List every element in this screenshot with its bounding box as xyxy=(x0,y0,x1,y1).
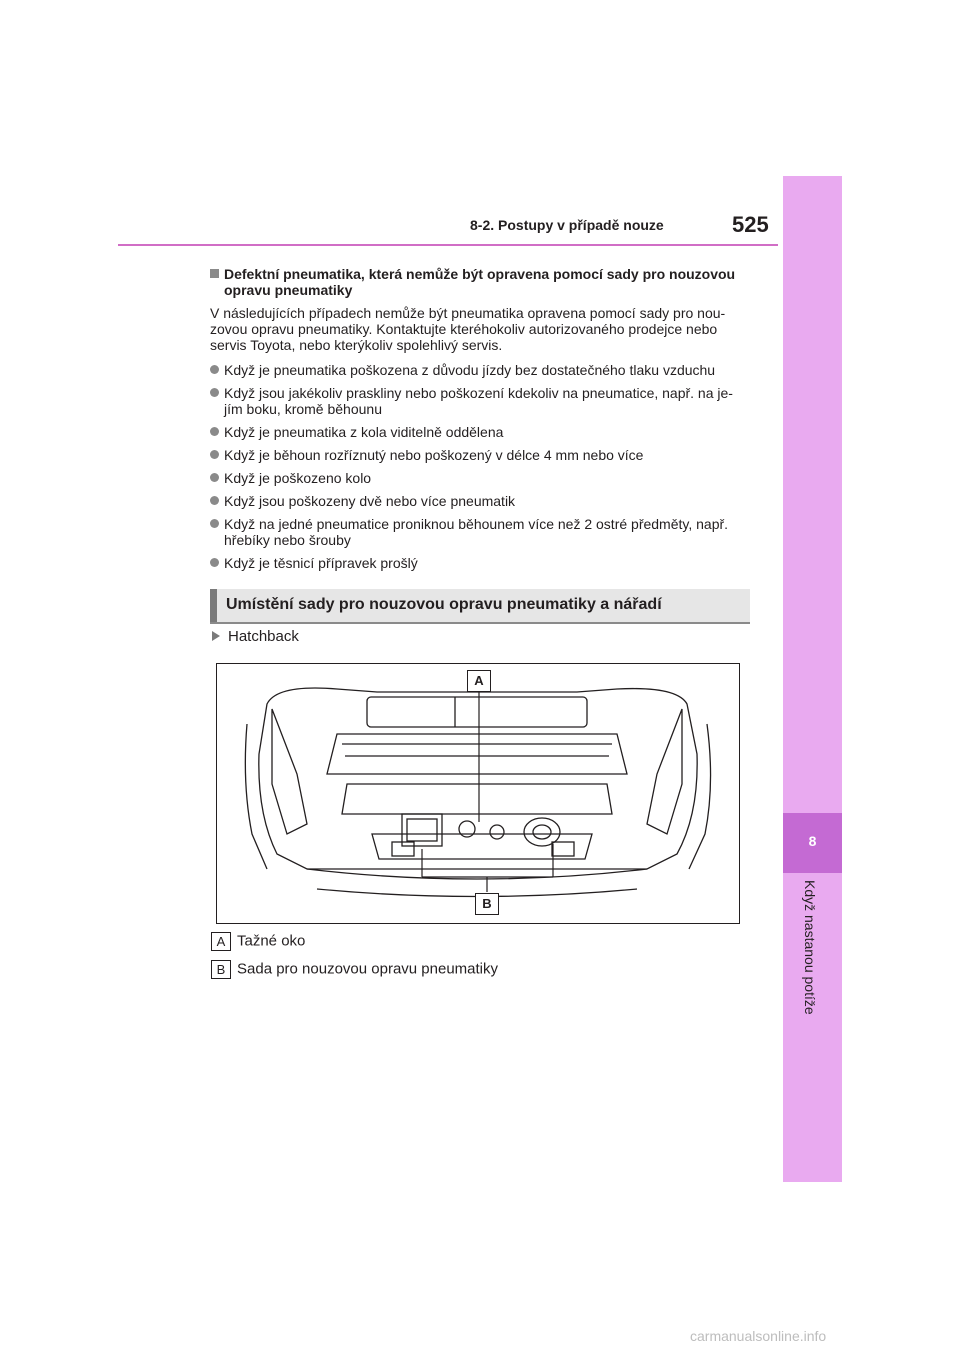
section-heading-bar xyxy=(210,589,217,622)
chapter-number: 8 xyxy=(808,833,817,849)
legend-item-a xyxy=(211,932,305,951)
bullet-icon xyxy=(210,427,219,436)
callout-a: A xyxy=(467,670,491,692)
list-item: Když je pneumatika poškozena z důvodu jízdy bez dostatečného tlaku vzduchu xyxy=(210,362,750,378)
list-item: Když je poškozeno kolo xyxy=(210,470,750,486)
main-content xyxy=(210,266,750,578)
bullet-icon xyxy=(210,558,219,567)
bullet-icon xyxy=(210,496,219,505)
page-number: 525 xyxy=(732,212,769,237)
bullet-icon xyxy=(210,473,219,482)
bullet-icon xyxy=(210,519,219,528)
bullet-icon xyxy=(210,365,219,374)
list-item: Když na jedné pneumatice proniknou běhounem více než 2 ostré předměty, např. hřebíky nebo šrouby xyxy=(210,516,750,548)
header-divider xyxy=(118,244,778,246)
intro-paragraph: V následujících případech nemůže být pneumatika opravena pomocí sady pro nou-zovou opravu pneumatiky. Kontaktujte kteréhokoliv autorizovaného prodejce nebo servis Toyota, nebo kterýkoliv spolehlivý servis. xyxy=(210,305,726,353)
square-bullet-icon xyxy=(210,269,219,278)
section-heading xyxy=(210,589,750,624)
legend-text-b: Sada pro nouzovou opravu pneumatiky xyxy=(237,960,499,978)
list-item: Když jsou jakékoliv praskliny nebo poškození kdekoliv na pneumatice, např. na je-jím boku, kromě běhounu xyxy=(210,385,750,417)
callout-b: B xyxy=(475,893,499,915)
section-heading-text: Umístění sady pro nouzovou opravu pneumatiky a nářadí xyxy=(226,596,662,613)
variant-label xyxy=(212,628,299,645)
list-item: Když jsou poškozeny dvě nebo více pneumatik xyxy=(210,493,750,509)
bullet-icon xyxy=(210,388,219,397)
trunk-line-drawing xyxy=(217,664,739,923)
variant-text: Hatchback xyxy=(228,628,299,645)
legend-item-b xyxy=(211,960,498,979)
subheading xyxy=(210,266,750,298)
legend-label-b: B xyxy=(211,960,231,979)
bullet-icon xyxy=(210,450,219,459)
chapter-title: Když nastanou potíže xyxy=(802,880,818,1015)
header-section-title: 8-2. Postupy v případě nouze xyxy=(470,217,664,233)
watermark: carmanualsonline.info xyxy=(690,1328,827,1344)
trunk-illustration xyxy=(216,663,740,924)
condition-list xyxy=(210,362,750,571)
list-item: Když je běhoun rozříznutý nebo poškozený v délce 4 mm nebo více xyxy=(210,447,750,463)
legend-label-a: A xyxy=(211,932,231,951)
triangle-marker-icon xyxy=(212,631,220,641)
legend-text-a: Tažné oko xyxy=(237,932,306,950)
list-item: Když je pneumatika z kola viditelně oddělena xyxy=(210,424,750,440)
list-item: Když je těsnicí přípravek prošlý xyxy=(210,555,750,571)
subheading-text: Defektní pneumatika, která nemůže být opravena pomocí sady pro nouzovou opravu pneumatiky xyxy=(224,266,736,298)
